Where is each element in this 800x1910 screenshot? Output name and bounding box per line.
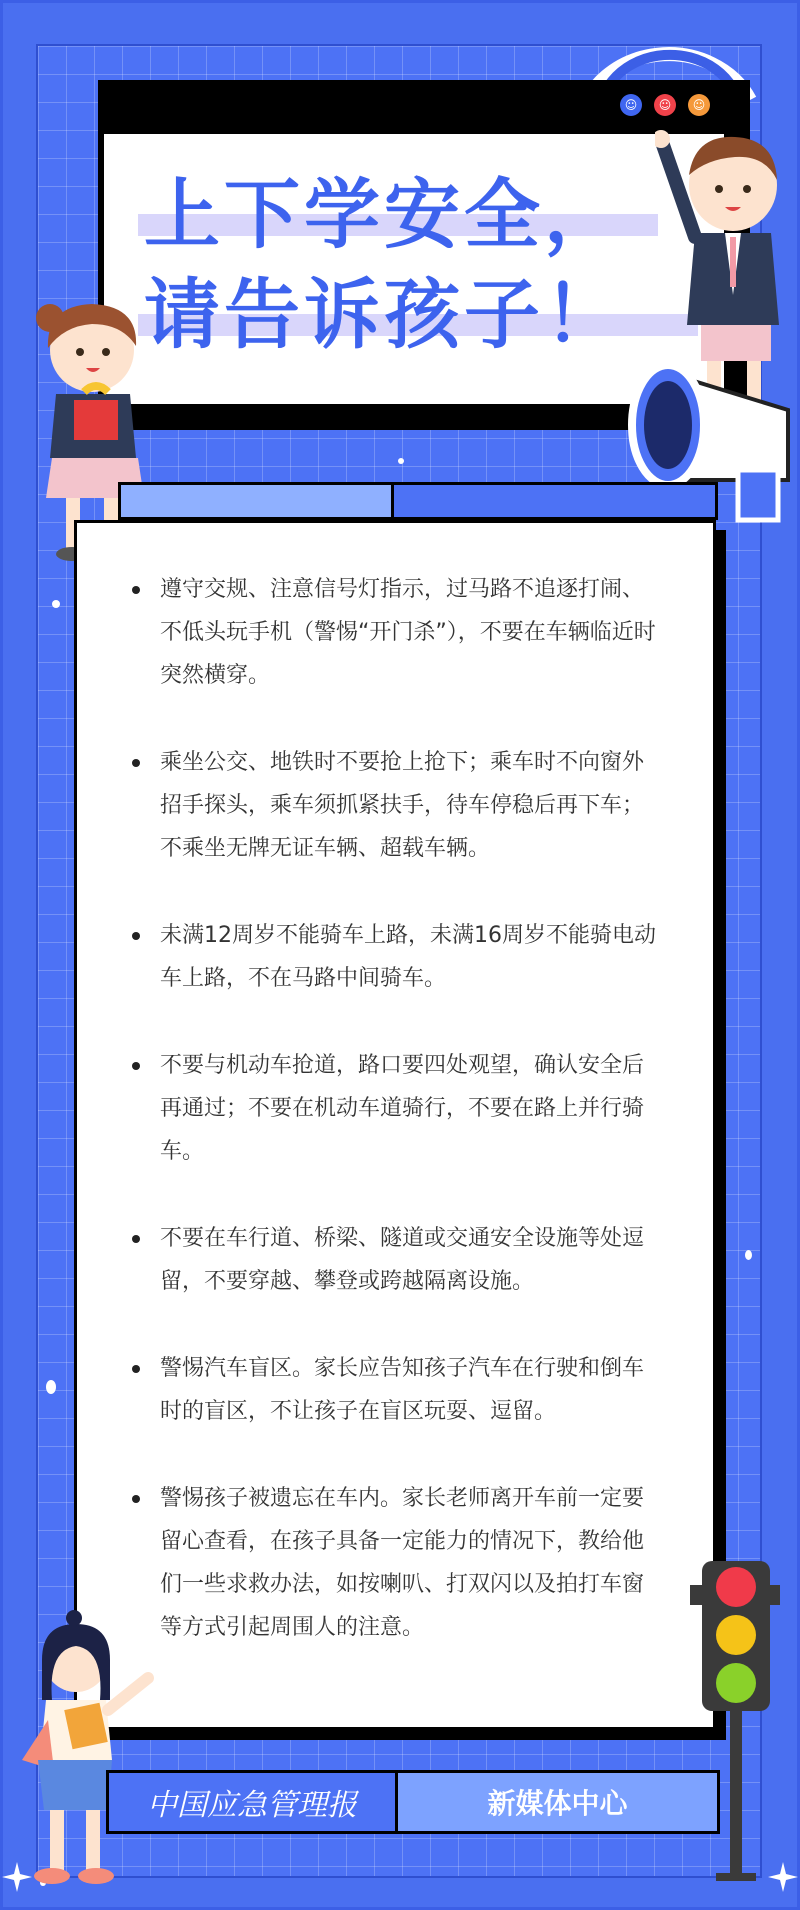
list-item: 不要与机动车抢道，路口要四处观望，确认安全后再通过；不要在机动车道骑行，不要在路上并行骑车。 bbox=[132, 1044, 657, 1173]
sparkle-decoration bbox=[745, 1250, 752, 1260]
sparkle-decoration bbox=[52, 600, 60, 608]
window-titlebar bbox=[98, 80, 750, 130]
media-center-label: 新媒体中心 bbox=[398, 1773, 717, 1831]
tips-list bbox=[132, 568, 657, 1693]
star-sparkle-icon bbox=[2, 1862, 32, 1892]
smiley-red-icon: ☺ bbox=[654, 94, 676, 116]
page-title-line1: 上下学安全， bbox=[144, 170, 624, 259]
smiley-orange-icon: ☺ bbox=[688, 94, 710, 116]
tips-card bbox=[74, 520, 716, 1730]
star-sparkle-icon bbox=[768, 1862, 798, 1892]
student-girl-illustration bbox=[8, 1610, 158, 1900]
list-item: 未满12周岁不能骑车上路，未满16周岁不能骑电动车上路，不在马路中间骑车。 bbox=[132, 914, 657, 1000]
list-item: 不要在车行道、桥梁、隧道或交通安全设施等处逗留，不要穿越、攀登或跨越隔离设施。 bbox=[132, 1217, 657, 1303]
sparkle-decoration bbox=[398, 458, 404, 464]
list-item: 遵守交规、注意信号灯指示，过马路不追逐打闹、不低头玩手机（警惕“开门杀”），不要在车辆临近时突然横穿。 bbox=[132, 568, 657, 697]
footer-bar bbox=[106, 1770, 720, 1834]
tab-right bbox=[394, 485, 715, 517]
list-item: 警惕孩子被遗忘在车内。家长老师离开车前一定要留心查看，在孩子具备一定能力的情况下，教给他们一些求救办法，如按喇叭、打双闪以及拍打车窗等方式引起周围人的注意。 bbox=[132, 1477, 657, 1649]
tab-left bbox=[121, 485, 394, 517]
publisher-logo: 中国应急管理报 bbox=[109, 1773, 398, 1831]
page-title-line2: 请告诉孩子！ bbox=[144, 270, 624, 359]
smiley-blue-icon: ☺ bbox=[620, 94, 642, 116]
section-tabbar bbox=[118, 482, 718, 520]
sparkle-decoration bbox=[46, 1380, 56, 1394]
list-item: 警惕汽车盲区。家长应告知孩子汽车在行驶和倒车时的盲区，不让孩子在盲区玩耍、逗留。 bbox=[132, 1347, 657, 1433]
traffic-light-icon bbox=[690, 1555, 780, 1885]
list-item: 乘坐公交、地铁时不要抢上抢下；乘车时不向窗外招手探头，乘车须抓紧扶手，待车停稳后再下车；不乘坐无牌无证车辆、超载车辆。 bbox=[132, 741, 657, 870]
